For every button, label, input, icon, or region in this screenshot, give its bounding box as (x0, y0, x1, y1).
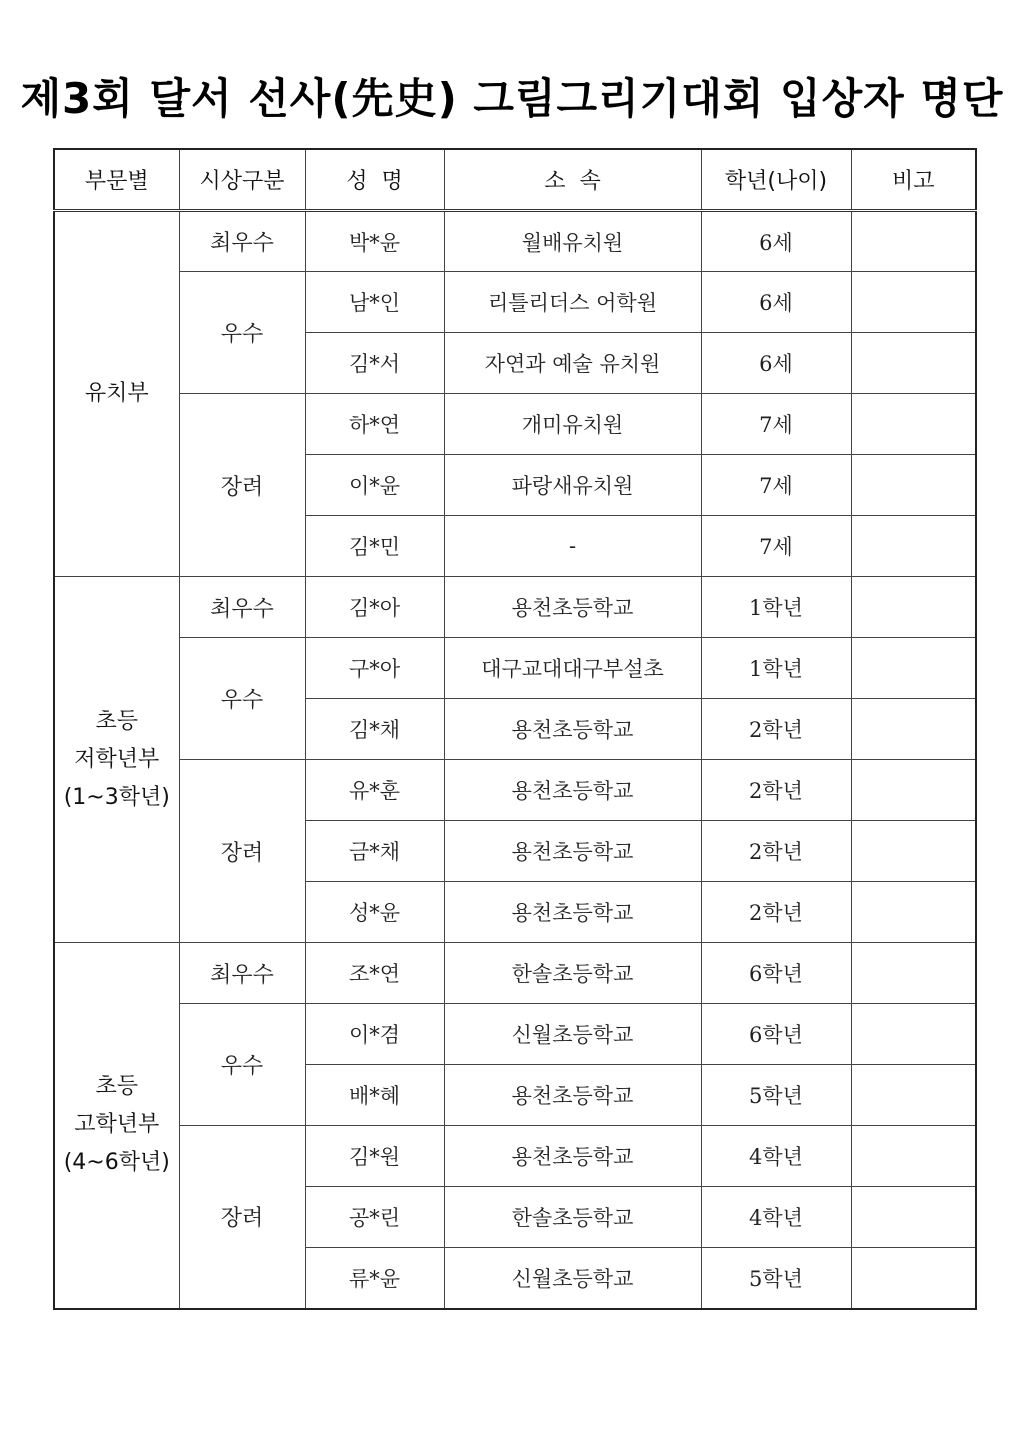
affiliation-cell: 한솔초등학교 (444, 1187, 701, 1248)
award-cell: 장려 (179, 760, 305, 943)
name-cell: 이*윤 (305, 455, 444, 516)
name-cell: 조*연 (305, 943, 444, 1004)
name-cell: 김*서 (305, 333, 444, 394)
remarks-cell (851, 699, 976, 760)
name-cell: 하*연 (305, 394, 444, 455)
remarks-cell (851, 1004, 976, 1065)
affiliation-cell: - (444, 516, 701, 577)
remarks-cell (851, 333, 976, 394)
affiliation-cell: 리틀리더스 어학원 (444, 272, 701, 333)
division-cell (54, 943, 179, 1309)
division-cell (54, 211, 179, 577)
affiliation-cell: 용천초등학교 (444, 821, 701, 882)
grade-cell: 2학년 (701, 821, 851, 882)
remarks-cell (851, 943, 976, 1004)
table-row (54, 760, 976, 821)
grade-cell: 6세 (701, 211, 851, 272)
header-award: 시상구분 (179, 149, 305, 211)
remarks-cell (851, 577, 976, 638)
name-cell: 유*훈 (305, 760, 444, 821)
table-row (54, 577, 976, 638)
award-cell: 최우수 (179, 577, 305, 638)
award-cell: 장려 (179, 1126, 305, 1309)
remarks-cell (851, 272, 976, 333)
header-row (54, 149, 976, 211)
remarks-cell (851, 821, 976, 882)
grade-cell: 4학년 (701, 1187, 851, 1248)
affiliation-cell: 대구교대대구부설초 (444, 638, 701, 699)
division-label-line: 초등 (95, 1074, 138, 1100)
division-cell (54, 577, 179, 943)
division-label-line: 고학년부 (74, 1112, 160, 1138)
grade-cell: 7세 (701, 455, 851, 516)
division-label-line: (4~6학년) (63, 1150, 170, 1176)
grade-cell: 2학년 (701, 760, 851, 821)
table-row (54, 272, 976, 333)
table-body (54, 211, 976, 1309)
grade-cell: 2학년 (701, 699, 851, 760)
name-cell: 성*윤 (305, 882, 444, 943)
grade-cell: 5학년 (701, 1065, 851, 1126)
remarks-cell (851, 1187, 976, 1248)
table-row (54, 638, 976, 699)
grade-cell: 6세 (701, 333, 851, 394)
grade-cell: 5학년 (701, 1248, 851, 1309)
division-label-line: 초등 (95, 708, 138, 734)
affiliation-cell: 용천초등학교 (444, 1126, 701, 1187)
remarks-cell (851, 516, 976, 577)
affiliation-cell: 파랑새유치원 (444, 455, 701, 516)
remarks-cell (851, 455, 976, 516)
name-cell: 김*채 (305, 699, 444, 760)
award-cell: 최우수 (179, 943, 305, 1004)
name-cell: 배*혜 (305, 1065, 444, 1126)
division-label-line: 유치부 (84, 381, 149, 406)
grade-cell: 1학년 (701, 577, 851, 638)
affiliation-cell: 개미유치원 (444, 394, 701, 455)
grade-cell: 4학년 (701, 1126, 851, 1187)
award-cell: 우수 (179, 1004, 305, 1126)
winners-table (53, 148, 977, 1310)
remarks-cell (851, 1126, 976, 1187)
page-title: 제3회 달서 선사(先史) 그림그리기대회 입상자 명단 (20, 74, 1004, 123)
table-row (54, 211, 976, 272)
header-grade: 학년(나이) (701, 149, 851, 211)
affiliation-cell: 용천초등학교 (444, 882, 701, 943)
name-cell: 박*윤 (305, 211, 444, 272)
award-cell: 우수 (179, 272, 305, 394)
division-label-line: 저학년부 (74, 746, 160, 772)
affiliation-cell: 한솔초등학교 (444, 943, 701, 1004)
affiliation-cell: 용천초등학교 (444, 760, 701, 821)
grade-cell: 6세 (701, 272, 851, 333)
remarks-cell (851, 882, 976, 943)
name-cell: 구*아 (305, 638, 444, 699)
grade-cell: 7세 (701, 394, 851, 455)
remarks-cell (851, 638, 976, 699)
grade-cell: 1학년 (701, 638, 851, 699)
header-affiliation: 소 속 (444, 149, 701, 211)
table-row (54, 394, 976, 455)
affiliation-cell: 용천초등학교 (444, 577, 701, 638)
grade-cell: 2학년 (701, 882, 851, 943)
affiliation-cell: 용천초등학교 (444, 699, 701, 760)
table-row (54, 943, 976, 1004)
name-cell: 공*린 (305, 1187, 444, 1248)
remarks-cell (851, 211, 976, 272)
remarks-cell (851, 1248, 976, 1309)
table-row (54, 1004, 976, 1065)
award-cell: 최우수 (179, 211, 305, 272)
division-label-line: (1~3학년) (63, 784, 170, 810)
header-name: 성 명 (305, 149, 444, 211)
name-cell: 금*채 (305, 821, 444, 882)
table-row (54, 1126, 976, 1187)
affiliation-cell: 월배유치원 (444, 211, 701, 272)
affiliation-cell: 자연과 예술 유치원 (444, 333, 701, 394)
award-cell: 우수 (179, 638, 305, 760)
header-division: 부문별 (54, 149, 179, 211)
header-remarks: 비고 (851, 149, 976, 211)
affiliation-cell: 신월초등학교 (444, 1248, 701, 1309)
name-cell: 이*겸 (305, 1004, 444, 1065)
name-cell: 김*민 (305, 516, 444, 577)
award-cell: 장려 (179, 394, 305, 577)
grade-cell: 7세 (701, 516, 851, 577)
affiliation-cell: 신월초등학교 (444, 1004, 701, 1065)
remarks-cell (851, 394, 976, 455)
remarks-cell (851, 760, 976, 821)
grade-cell: 6학년 (701, 1004, 851, 1065)
name-cell: 류*윤 (305, 1248, 444, 1309)
remarks-cell (851, 1065, 976, 1126)
affiliation-cell: 용천초등학교 (444, 1065, 701, 1126)
name-cell: 김*아 (305, 577, 444, 638)
name-cell: 김*원 (305, 1126, 444, 1187)
grade-cell: 6학년 (701, 943, 851, 1004)
name-cell: 남*인 (305, 272, 444, 333)
